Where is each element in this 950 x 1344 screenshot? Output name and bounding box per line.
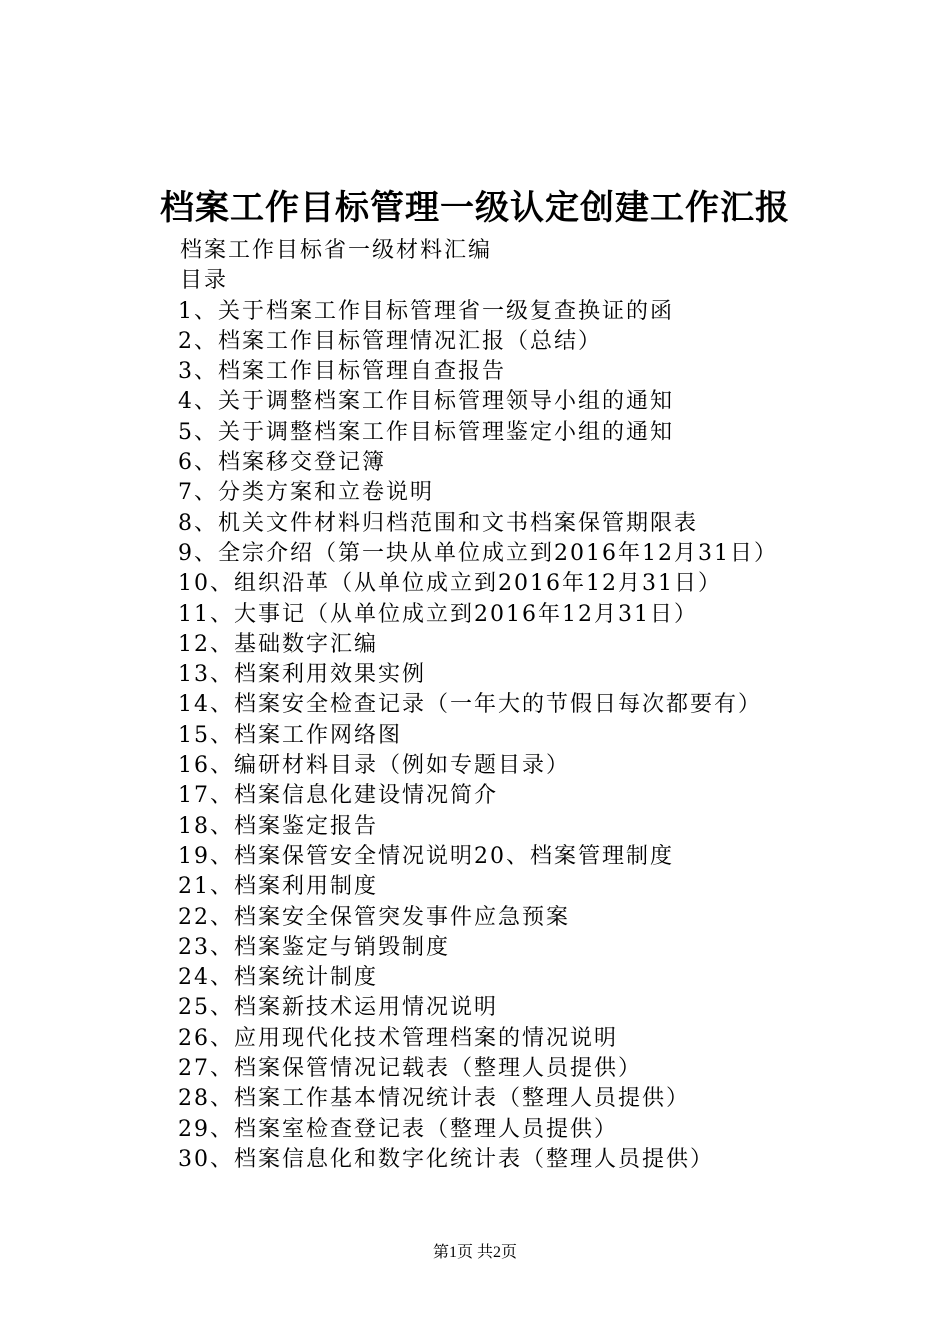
toc-item: 2、档案工作目标管理情况汇报（总结） — [178, 328, 602, 354]
toc-item: 18、档案鉴定报告 — [178, 813, 378, 839]
toc-item: 10、组织沿革（从单位成立到2016年12月31日） — [178, 571, 722, 597]
page-number-footer: 第1页 共2页 — [432, 1244, 517, 1261]
toc-item: 27、档案保管情况记载表（整理人员提供） — [178, 1056, 642, 1082]
toc-item: 17、档案信息化建设情况简介 — [178, 783, 498, 809]
toc-item: 29、档案室检查登记表（整理人员提供） — [178, 1116, 618, 1142]
toc-item: 1、关于档案工作目标管理省一级复查换证的函 — [178, 298, 674, 324]
toc-item: 19、档案保管安全情况说明20、档案管理制度 — [178, 843, 674, 869]
document-body — [178, 236, 918, 1175]
toc-item: 3、档案工作目标管理自查报告 — [178, 359, 506, 385]
toc-heading: 目录 — [180, 268, 229, 294]
toc-item: 30、档案信息化和数字化统计表（整理人员提供） — [178, 1146, 714, 1172]
toc-item: 26、应用现代化技术管理档案的情况说明 — [178, 1025, 618, 1051]
toc-item: 15、档案工作网络图 — [178, 722, 402, 748]
toc-item: 24、档案统计制度 — [178, 965, 378, 991]
toc-item: 5、关于调整档案工作目标管理鉴定小组的通知 — [178, 419, 674, 445]
toc-item: 28、档案工作基本情况统计表（整理人员提供） — [178, 1086, 690, 1112]
toc-item: 23、档案鉴定与销毁制度 — [178, 934, 450, 960]
toc-item: 4、关于调整档案工作目标管理领导小组的通知 — [178, 389, 674, 415]
toc-item: 22、档案安全保管突发事件应急预案 — [178, 904, 570, 930]
toc-item: 7、分类方案和立卷说明 — [178, 480, 434, 506]
toc-item: 9、全宗介绍（第一块从单位成立到2016年12月31日） — [178, 540, 778, 566]
toc-item: 12、基础数字汇编 — [178, 631, 378, 657]
document-subtitle: 档案工作目标省一级材料汇编 — [180, 238, 493, 263]
toc-item: 16、编研材料目录（例如专题目录） — [178, 753, 570, 779]
toc-item: 13、档案利用效果实例 — [178, 662, 426, 688]
document-title: 档案工作目标管理一级认定创建工作汇报 — [160, 188, 790, 228]
toc-item: 21、档案利用制度 — [178, 874, 378, 900]
toc-item: 11、大事记（从单位成立到2016年12月31日） — [178, 601, 698, 627]
toc-item: 14、档案安全检查记录（一年大的节假日每次都要有） — [178, 692, 762, 718]
toc-item: 6、档案移交登记簿 — [178, 450, 386, 476]
toc-item: 25、档案新技术运用情况说明 — [178, 995, 498, 1021]
toc-item: 8、机关文件材料归档范围和文书档案保管期限表 — [178, 510, 698, 536]
